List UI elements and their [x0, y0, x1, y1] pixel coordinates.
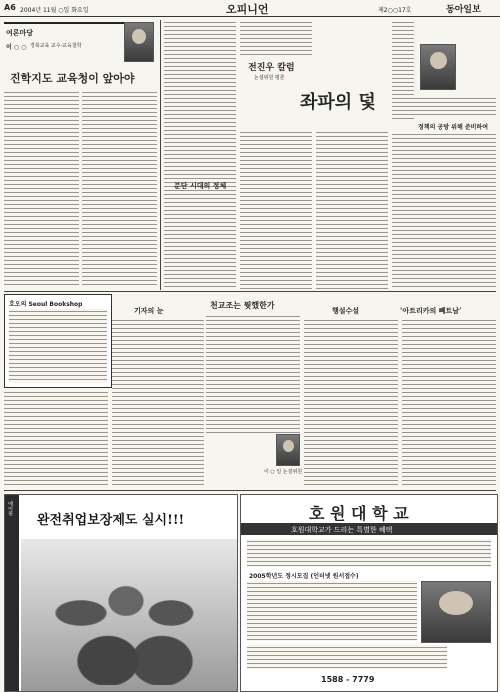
- university-ad-body-1: [247, 539, 491, 567]
- mid-body-text-1: [164, 20, 236, 290]
- publication-date: 2004년 11월 ○일 화요일: [20, 7, 89, 14]
- university-recruit-label: 2005학년도 정시모집 (인터넷 원서접수): [249, 573, 359, 580]
- job-ad-side-label: [5, 495, 19, 691]
- university-ad-body-2: [247, 581, 417, 641]
- left-body-text-2: [82, 90, 157, 285]
- lower-column-3-text: [304, 318, 398, 486]
- center-body-text-1: [240, 130, 312, 290]
- lower-column-4-title: ‘아트리카의 빼트남’: [400, 306, 462, 315]
- center-subhead: 분단 시대의 정체: [174, 181, 227, 190]
- lower-column-1-title: 기자의 눈: [134, 306, 164, 315]
- divider: [4, 490, 496, 491]
- center-author-photo: [420, 44, 456, 90]
- left-author-photo: [124, 22, 154, 62]
- lower-column-2-photo: [276, 434, 300, 466]
- right-subhead: 정책의 공방 위해 준비하여: [418, 124, 489, 131]
- lower-column-2-text: [206, 314, 300, 434]
- center-body-text-0: [240, 20, 312, 56]
- job-ad-people: [45, 565, 225, 685]
- lower-column-4-text: [402, 318, 496, 486]
- job-ad-slogan: 완전취업보장제도 실시!!!: [37, 513, 185, 528]
- bookshop-ad-brand: 호오의 Seoul Bookshop: [9, 301, 83, 308]
- lower-left-text: [4, 390, 108, 486]
- lower-column-3-title: 행설수설: [332, 306, 360, 315]
- masthead-bar: [0, 0, 500, 17]
- center-body-text-2: [316, 130, 388, 290]
- left-headline: 진학지도 교육청이 앞아야: [10, 72, 135, 85]
- job-ad-side-text: 에이핏: [7, 501, 13, 516]
- page-number: A6: [4, 3, 16, 12]
- left-column-header: [4, 22, 124, 60]
- bookshop-ad-body: [9, 309, 107, 383]
- job-guarantee-ad: [4, 494, 238, 692]
- right-body-text-2: [392, 132, 496, 290]
- newspaper-logo: 동아일보: [446, 5, 481, 15]
- center-body-text-3: [392, 20, 414, 120]
- left-kicker: 여론마당: [6, 29, 34, 37]
- issue-number: 제2○○17호: [378, 7, 412, 14]
- lower-column-2-title: 천교조는 뭣했한가: [210, 300, 275, 310]
- university-title: 호 원 대 학 교: [309, 504, 409, 523]
- left-author-name: 이 ○ ○: [6, 44, 27, 51]
- university-phone: 1588 - 7779: [321, 675, 375, 684]
- center-author-title: 논설위원 평론: [254, 75, 285, 81]
- divider: [4, 291, 496, 292]
- right-body-text-1: [414, 96, 496, 118]
- bookshop-ad: [4, 294, 112, 388]
- lower-column-1-text: [112, 318, 204, 486]
- university-ad: [240, 494, 498, 692]
- center-kicker: 전진우 칼럼: [248, 63, 295, 73]
- center-headline: 좌파의 덫: [300, 92, 376, 113]
- university-banner-text: 호원대학교가 드리는 특별한 혜택: [291, 526, 393, 534]
- university-photo: [421, 581, 491, 643]
- left-body-text-1: [4, 90, 79, 285]
- university-ad-body-3: [247, 645, 447, 669]
- left-author-title: 경북교육 교수·교육철학: [30, 43, 82, 49]
- section-title: 오피니언: [226, 3, 269, 16]
- lower-column-2-byline: 이 ○ 일 논설위원: [264, 469, 303, 475]
- center-column-header: [240, 58, 400, 118]
- divider: [160, 20, 161, 290]
